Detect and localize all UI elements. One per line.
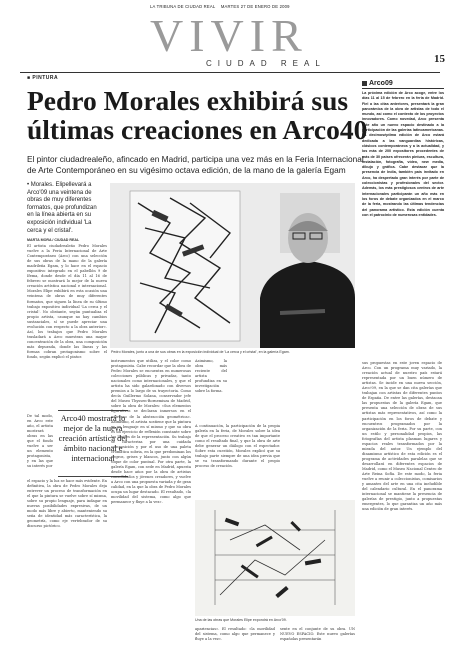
page-number: 15: [434, 53, 445, 65]
body-text: instrumentos que utiliza, y el color como protagonista. Cabe recordar que la obra de Pedro Morales se encuentra en numerosas colecciones públicas y privadas, tanto nacionales como internacionales, y que el artista ha sido galardonado con diversos premios a lo largo de su trayectoria. Como decía Guillermo Solana, conservador jefe del Museo Thyssen-Bornemisza de Madrid, sobre la obra de Morales: «Sus elementos figurativos se declaran inmersos en el universo de la abstracción geométrica». Asimismo, el artista sostiene que la pintura es un lenguaje en sí mismo y que su obra es un ejercicio de reflexión constante sobre los límites de la representación. Su trabajo se caracteriza por una cuidada composición y por el uso de una paleta cromática sobria, en la que predominan los negros, grises y blancos, junto con algún toque de color puntual. Por otra parte, la galería Egam, con sede en Madrid, apuesta desde hace años por la obra de artistas consolidados y jóvenes creadores, y vuelve a Arco con una propuesta variada y de gran calidad, en la que la obra de Pedro Morales ocupa un lugar destacado. El resultado, «la movilidad del sistema, como algo que permanece y fluye a la vez».: [111, 359, 191, 505]
kicker-marker-icon: ■: [27, 75, 33, 81]
photo-1-caption: Pedro Morales, junto a una de sus obras en la exposición individual de 'La cerca y el cristal', en la galería Egam.: [111, 350, 290, 354]
newspaper-name: LA TRIBUNA DE CIUDAD REAL: [150, 4, 216, 9]
sidebar-text: [362, 91, 444, 218]
highlights: [27, 182, 102, 238]
body-column-4a: [280, 627, 355, 643]
body-text: sente en el conjunte de su obra. UN NUEVO ESPACIO. Este nuevo galerías españolas presentarán: [280, 627, 355, 642]
square-bullet-icon: [362, 81, 367, 86]
sidebar-title: Arco09: [369, 80, 393, 87]
photo-artwork-image: [195, 500, 355, 616]
section-title: VIVIR: [150, 10, 308, 61]
body-text: El artista ciudadrealeño Pedro Morales vuelve a la Feria Internacional de Arte Contemporáneo (Arco) con una selección de sus obras de la mano de la galería madrileña Egam, y lo hace en el espacio expositivo integrado en el pabellón 9 de Ifema, donde desde el día 11 al 16 de febrero se mostrará lo mejor de la nueva creación artística nacional e internacional. Morales Elipe exhibirá en esta ocasión una veintena de obras de muy diferentes formatos, que siguen la línea de su último trabajo expositivo individual 'La cerca y el cristal'. No obstante, según puntualiza el propio artista, «aunque no hay cambios sustanciales, sí se puede apreciar una evolución con respecto a la obra anterior». Así, los trabajos que Pedro Morales trasladará a Arco muestran una mayor concentración de la obra, una composición más depurada, donde las líneas y las formas cobran protagonismo sobre el fondo, según explicó el pintor.: [27, 244, 107, 360]
standfirst: El pintor ciudadrealeño, afincado en Madrid, participa una vez más en la Feria Internacional de Arte Contemporáneo en su vigésimo octava edición, de la mano de la galería Egam: [27, 154, 364, 175]
body-column-1b: [27, 414, 53, 478]
photo-artist-image: [110, 183, 355, 348]
photo-artwork: [195, 500, 355, 616]
headline: Pedro Morales exhibirá sus últimas creaciones en Arco40: [27, 85, 368, 145]
body-column-1c: [27, 479, 107, 637]
sidebar-box: [362, 80, 444, 355]
body-text: De tal modo, en Arco este año, el artista mostrará obras en las que el fondo vuelve a ser un elemento protagonista, y en las que su interés por: [27, 414, 53, 469]
body-text: Asimismo, la obra más reciente del artista profundiza en su investigación sobre la forma.: [195, 359, 227, 394]
top-rule: [20, 72, 440, 73]
body-column-3c: [195, 627, 275, 643]
issue-date: MARTES 27 DE ENERO DE 2009: [220, 4, 290, 9]
section-subtitle: CIUDAD REAL: [206, 59, 326, 68]
section-kicker: [27, 75, 58, 81]
body-column-1a: [27, 244, 107, 412]
sidebar-paragraph: La próxima edición de Arco acoge, entre los días 11 al 15 de febrero en la feria de Madrid. Fiel a las citas anteriores, presentará la gran panorámica de la obra de artistas de todo el mundo, así como el contexto de los proyectos innovadores. Como novedad, Arco presenta este año un nuevo espacio destinado a la participación de las galerías latinoamericanas. La decimoséptima edición de Arco estará dedicada a las vanguardias históricas, clásicos contemporáneos y a la actualidad, y los más de 200 expositores procedentes de más de 30 países ofrecerán pintura, escultura, instalación, fotografía, vídeo, new media, dibujo y gráfica. Cabe destacar que la presencia de India, también país invitado en Arco, ha despertado gran interés por parte de coleccionistas y profesionales del sector. Además, los más prestigiosos centros de arte internacionales participarán un año más en los foros de debate organizados en el marco de la feria, mostrando las últimas tendencias del panorama artístico. Esta edición cuenta con el patrocinio de numerosas entidades.: [362, 91, 444, 217]
highlight-item: • Morales. Elipellevará a Arco'09 una veintena de obras de muy diferentes formatos, que profundizan en la línea abierta en su exposición individual 'La cerca y el cristal'.: [27, 182, 97, 234]
body-text: sus propuestas en este joven espacio de Arco. Con un programa muy variado, la creación actual de nuestro país estará representada por un buen número de artistas. Se incide en una nueva sección, Arco'09, en la que se dan cita galerías que trabajan con artistas de diferentes puntos de España. De entre las galerías, destacan las propuestas de la galería Egam, que presenta una selección de obras de sus artistas más representativos, así como la participación en los foros de debate y encuentros programados por la organización de la feria. Por su parte, con un estilo y personalidad propios, las fotografías del artista plasman lugares y espacios reales transformados por la mirada del autor. Un ejemplo del dinamismo artístico de esta edición es el programa de actividades paralelas que se desarrollará en diferentes espacios de Madrid, como el Museo Nacional Centro de Arte Reina Sofía. De este modo, la feria vuelve a reunir a coleccionistas, comisarios y amantes del arte en una cita ineludible del calendario cultural. En el panorama internacional se mantiene la presencia de galerías de prestigio, junto a propuestas emergentes, lo que garantiza un año más una edición de gran interés.: [362, 361, 442, 512]
body-column-3b: [195, 424, 280, 498]
byline: MARTA MORA / CIUDAD REAL: [27, 238, 80, 242]
body-text: A continuación, la participación de la propia galería en la feria, de Morales sobre la idea de que el proceso creativo es tan importante como el resultado final, y que la obra de arte debe generar un diálogo con el espectador. Sobre esta cuestión, Morales explicó que su trabajo parte siempre de una idea previa que se va transformando durante el propio proceso de creación.: [195, 424, 280, 469]
body-column-5a: [362, 361, 442, 642]
kicker-label: PINTURA: [32, 75, 59, 81]
photo-2-caption: Una de las obras que Morales Elipe expondrá en Arco'09.: [195, 618, 287, 622]
body-column-3a: [195, 359, 227, 423]
photo-artist-with-painting: [110, 183, 355, 348]
pullquote: Arco40 mostrará lo mejor de la nueva creación artística del ámbito nacional e internacional: [58, 414, 128, 463]
sidebar-heading: [362, 80, 444, 89]
body-text: el espacio y la luz se hace más evidente. En definitiva, la obra de Pedro Morales deja entrever un proceso de transformación en el que la pintura se vuelve sobre sí misma, sobre su propio lenguaje, para indagar en nuevas posibilidades expresivas, de un modo más libre y abierto, manteniendo su seña de identidad más característica, la geometría, como eje vertebrador de su discurso pictórico.: [27, 479, 107, 529]
body-column-2a: [111, 359, 191, 642]
body-text: apariencias». El resultado: «la movilidad del sistema, como algo que permanece y fluye a la vez».: [195, 627, 275, 642]
